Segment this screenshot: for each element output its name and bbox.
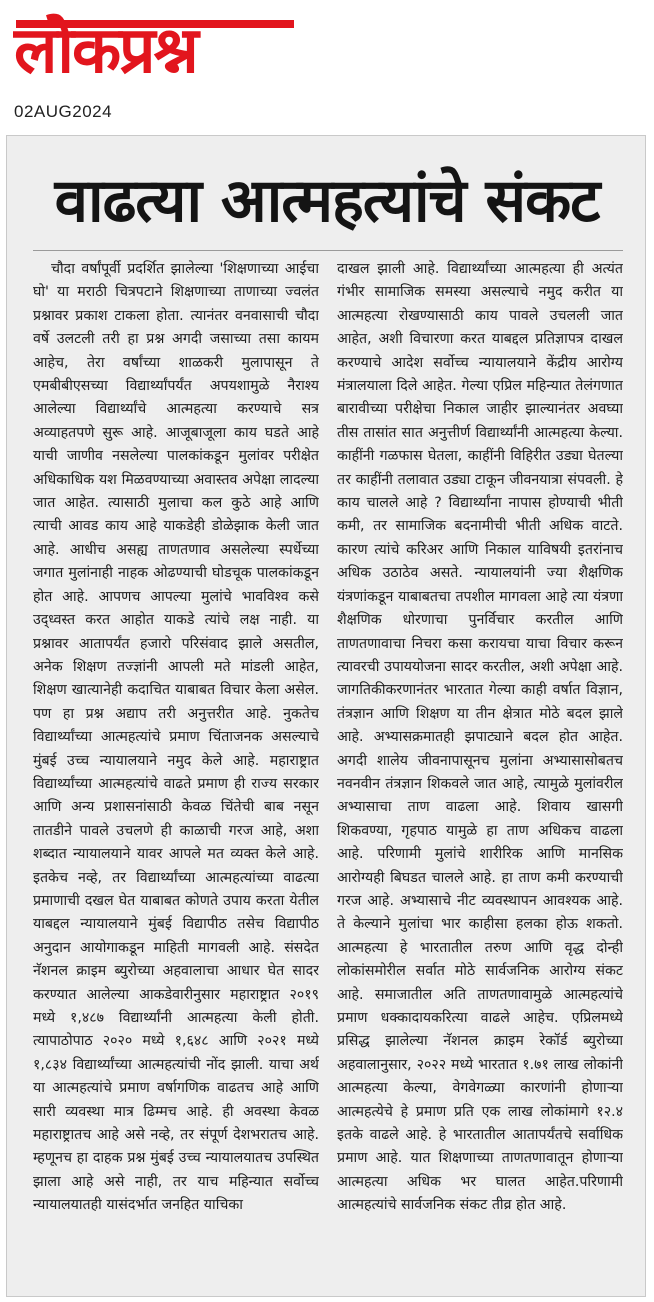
- masthead-logo: [8, 6, 298, 96]
- column-2-text: दाखल झाली आहे. विद्यार्थ्यांच्या आत्महत्या ही अत्यंत गंभीर सामाजिक समस्या असल्याचे नमुद करीत या आत्महत्या रोखण्यासाठी काय पावले उचलली जात आहेत, अशी विचारणा करत याबद्दल प्रतिज्ञापत्र दाखल करण्याचे आदेश सर्वोच्च न्यायालयाने केंद्रीय आरोग्य मंत्रालयाला दिले आहेत. गेल्या एप्रिल महिन्यात तेलंगणात बारावीच्या परीक्षेचा निकाल जाहीर झाल्यानंतर अवघ्या तीस तासांत सात अनुत्तीर्ण विद्यार्थ्यांनी आत्महत्या केल्या. काहींनी गळफास घेतला, काहींनी विहिरीत उड्या घेतल्या तर काहींनी तलावात उड्या टाकून जीवनयात्रा संपवली. हे काय चालले आहे ? विद्यार्थ्यांना नापास होण्याची भीती कमी, तर सामाजिक बदनामीची भीती अधिक वाटते. कारण त्यांचे करिअर आणि निकाल याविषयी इतरांनाच अधिक उठाठेव असते. न्यायालयांनी ज्या शैक्षणिक यंत्रणांकडून याबाबतचा तपशील मागवला आहे त्या यंत्रणा शैक्षणिक धोरणाचा पुनर्विचार करतील आणि ताणतणावाचा निचरा कसा करायचा याचा विचार करून त्यावरची उपाययोजना सादर करतील, अशी अपेक्षा आहे. जागतिकीकरणानंतर भारतात गेल्या काही वर्षात विज्ञान, तंत्रज्ञान आणि शिक्षण या तीन क्षेत्रात मोठे बदल झाले आहे. अभ्यासक्रमातही झपाट्याने बदल होत आहेत. अगदी शालेय जीवनापासूनच मुलांना अभ्यासासोबतच नवनवीन तंत्रज्ञान शिकवले जात आहे, त्यामुळे मुलांवरील अभ्यासाचा ताण वाढला आहे. शिवाय खासगी शिकवण्या, गृहपाठ यामुळे हा ताण अधिकच वाढला आहे. परिणामी मुलांचे शारीरिक आणि मानसिक आरोग्यही बिघडत चालले आहे. हा ताण कमी करण्याची गरज आहे. अभ्यासाचे नीट व्यवस्थापन आवश्यक आहे. ते केल्याने मुलांचा भार काहीसा हलका होऊ शकतो. आत्महत्या हे भारतातील तरुण आणि वृद्ध दोन्ही लोकांसमोरील सर्वात मोठे सार्वजनिक आरोग्य संकट आहे. समाजातील अति ताणतणावामुळे आत्महत्यांचे प्रमाण धक्कादायकरित्या वाढले आहेच. एप्रिलमध्ये प्रसिद्ध झालेल्या नॅशनल क्राइम रेकॉर्ड ब्युरोच्या अहवालानुसार, २०२२ मध्ये भारतात १.७१ लाख लोकांनी आत्महत्या केल्या, वेगवेगळ्या कारणांनी होणाऱ्या आत्महत्येचे हे प्रमाण प्रति एक लाख लोकांमागे १२.४ इतके वाढले आहे. हे भारतातील आतापर्यंतचे सर्वाधिक प्रमाण आहे. यात शिक्षणाच्या ताणतणावातून होणाऱ्या आत्महत्या अधिक भर घालत आहेत.परिणामी आत्महत्यांचे सार्वजनिक संकट तीव्र होत आहे.: [337, 261, 623, 1214]
- column-1-text: चौदा वर्षांपूर्वी प्रदर्शित झालेल्या 'शिक्षणाच्या आईचा घो' या मराठी चित्रपटाने शिक्षणाच्या ताणाच्या ज्वलंत प्रश्नावर प्रकाश टाकला होता. त्यानंतर वनवासाची चौदा वर्षे उलटली तरी हा प्रश्न अगदी जसाच्या तसा कायम आहेच, तेरा वर्षांच्या शाळकरी मुलापासून ते एमबीबीएसच्या विद्यार्थ्यांपर्यंत अपयशामुळे नैराश्य आलेल्या विद्यार्थ्यांचे आत्महत्या करण्याचे सत्र अव्याहतपणे सुरू आहे. आजूबाजूला काय घडते आहे याची जाणीव नसलेल्या पालकांकडून मुलांवर परीक्षेत अधिकाधिक यश मिळवण्याच्या अवास्तव अपेक्षा लादल्या जात आहेत. त्यासाठी मुलाचा कल कुठे आहे आणि त्याची आवड काय आहे याकडेही डोळेझाक केली जात आहे. आधीच असह्य ताणतणाव असलेल्या स्पर्धेच्या जगात मुलांनाही नाहक ओढण्याची घोडचूक पालकांकडून होत आहे. आपणच आपल्या मुलांचे भावविश्व कसे उद्ध्वस्त करत आहोत याकडे त्यांचे लक्ष नाही. या प्रश्नावर आतापर्यंत हजारो परिसंवाद झाले असतील, अनेक शिक्षण तज्ज्ञांनी आपली मते मांडली आहेत, शिक्षण खात्यानेही कदाचित याबाबत विचार केला असेल. पण हा प्रश्न अद्याप तरी अनुत्तरीत आहे. नुकतेच विद्यार्थ्यांच्या आत्महत्यांचे प्रमाण चिंताजनक असल्याचे मुंबई उच्च न्यायालयाने नमुद केले आहे. महाराष्ट्रात विद्यार्थ्यांच्या आत्महत्यांचे वाढते प्रमाण ही राज्य सरकार आणि अन्य प्रशासनांसाठी केवळ चिंतेची बाब नसून तातडीने पावले उचलणे ही काळाची गरज आहे, अशा शब्दात न्यायालयाने यावर आपले मत व्यक्त केले आहे. इतकेच नव्हे, तर विद्यार्थ्यांच्या आत्महत्यांच्या वाढत्या प्रमाणाची दखल घेत याबाबत कोणते उपाय करता येतील याबद्दल न्यायालयाने मुंबई विद्यापीठ तसेच विद्यापीठ अनुदान आयोगाकडून माहिती मागवली आहे. संसदेत नॅशनल क्राइम ब्युरोच्या अहवालाचा आधार घेत सादर करण्यात आलेल्या आकडेवारीनुसार महाराष्ट्रात २०१९ मध्ये १,४८७ विद्यार्थ्यांनी आत्महत्या केली होती. त्यापाठोपाठ २०२० मध्ये १,६४८ आणि २०२१ मध्ये १,८३४ विद्यार्थ्यांच्या आत्महत्यांची नोंद झाली. याचा अर्थ या आत्महत्यांचे प्रमाण वर्षागणिक वाढतच आहे आणि सारी व्यवस्था मात्र ढिम्मच आहे. ही अवस्था केवळ महाराष्ट्रातच आहे असे नव्हे, तर संपूर्ण देशभरातच आहे. म्हणूनच हा दाहक प्रश्न मुंबई उच्च न्यायालयातच उपस्थित झाला आहे असे नाही, तर याच महिन्यात सर्वोच्च न्यायालयातही यासंदर्भात जनहित याचिका: [33, 261, 319, 1214]
- article-headline: वाढत्या आत्महत्यांचे संकट: [54, 166, 600, 236]
- headline-divider: [33, 250, 623, 251]
- article-column-1: [33, 258, 319, 1288]
- logo-text: लोकप्रश्न: [14, 14, 197, 88]
- article-clipping: [6, 135, 646, 1297]
- article-column-2: [337, 258, 623, 1288]
- publication-date: 02AUG2024: [14, 102, 113, 121]
